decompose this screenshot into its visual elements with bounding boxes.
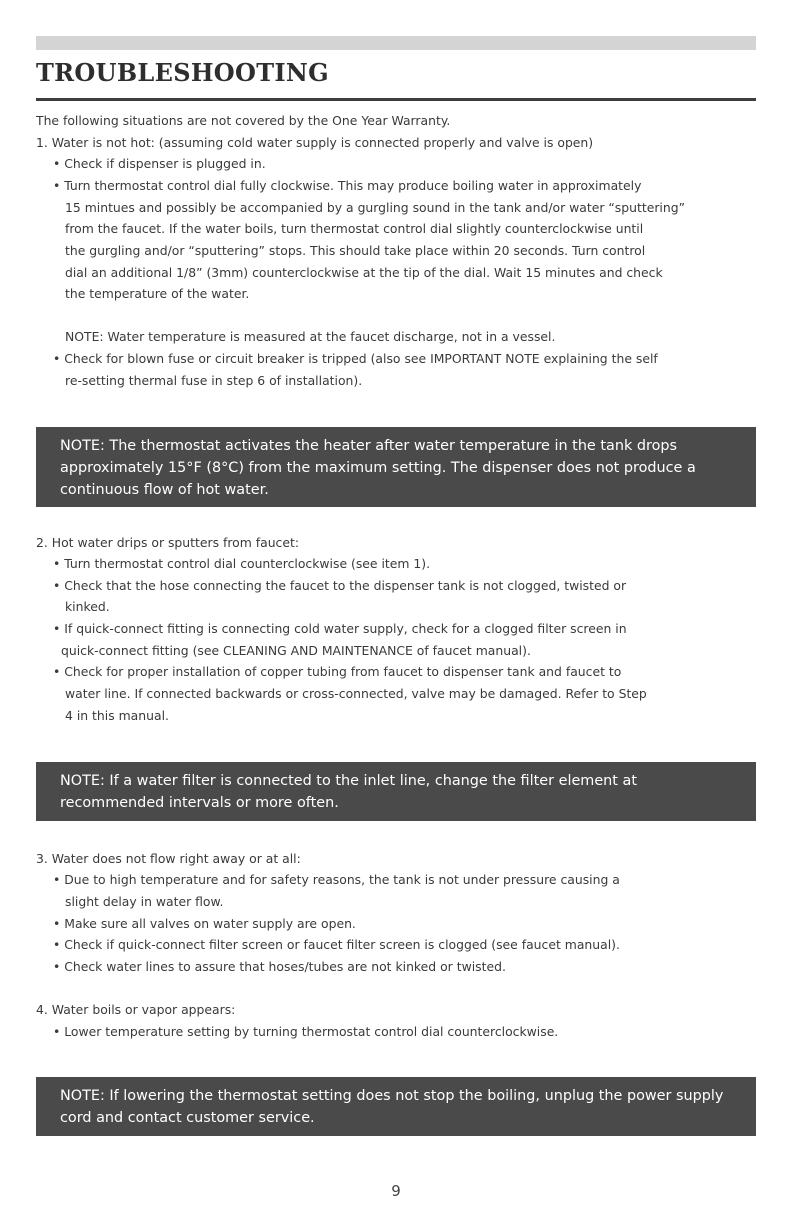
section-1-note: NOTE: Water temperature is measured at the faucet discharge, not in a vessel. xyxy=(65,329,556,344)
header-bar xyxy=(36,36,756,50)
page-title: TROUBLESHOOTING xyxy=(36,58,329,87)
section-1-bullet-line: from the faucet. If the water boils, turn thermostat control dial slightly counterclockwise until xyxy=(65,221,644,236)
note-box-boiling xyxy=(36,1077,756,1136)
section-4-bullet: • Lower temperature setting by turning thermostat control dial counterclockwise. xyxy=(53,1024,559,1039)
section-1-heading: 1. Water is not hot: (assuming cold water supply is connected properly and valve is open) xyxy=(36,135,594,150)
section-3-bullet: • Make sure all valves on water supply are open. xyxy=(53,916,356,931)
section-2-bullet-line: water line. If connected backwards or cross-connected, valve may be damaged. Refer to Step xyxy=(65,686,647,701)
section-3-bullet: • Check if quick-connect filter screen or faucet filter screen is clogged (see faucet manual). xyxy=(53,937,620,952)
note-line: NOTE: The thermostat activates the heater after water temperature in the tank drops xyxy=(60,438,678,454)
section-1-bullet-line: the temperature of the water. xyxy=(65,286,250,301)
section-1-bullet: • Turn thermostat control dial fully clockwise. This may produce boiling water in approximately xyxy=(53,178,642,193)
section-2-bullet-line: 4 in this manual. xyxy=(65,708,169,723)
section-3-bullet: • Check water lines to assure that hoses/tubes are not kinked or twisted. xyxy=(53,959,506,974)
title-divider xyxy=(36,98,756,101)
note-line: continuous flow of hot water. xyxy=(60,482,269,498)
section-1-bullet: • Check for blown fuse or circuit breaker is tripped (also see IMPORTANT NOTE explaining the self xyxy=(53,351,658,366)
section-2-bullet-line: kinked. xyxy=(65,599,110,614)
section-2-heading: 2. Hot water drips or sputters from faucet: xyxy=(36,535,300,550)
note-line: approximately 15°F (8°C) from the maximum setting. The dispenser does not produce a xyxy=(60,460,696,476)
section-1-bullet-line: dial an additional 1/8” (3mm) counterclockwise at the tip of the dial. Wait 15 minutes and check xyxy=(65,265,663,280)
note-box-thermostat xyxy=(36,427,756,507)
section-4-heading: 4. Water boils or vapor appears: xyxy=(36,1002,236,1017)
note-box-water-filter xyxy=(36,762,756,821)
note-line: cord and contact customer service. xyxy=(60,1110,315,1126)
intro-text: The following situations are not covered by the One Year Warranty. xyxy=(36,113,451,128)
section-1-bullet: • Check if dispenser is plugged in. xyxy=(53,156,266,171)
section-3-heading: 3. Water does not flow right away or at all: xyxy=(36,851,301,866)
section-1-bullet-line: the gurgling and/or “sputtering” stops. This should take place within 20 seconds. Turn control xyxy=(65,243,646,258)
section-1-bullet-line: 15 mintues and possibly be accompanied by a gurgling sound in the tank and/or water “sputtering” xyxy=(65,200,685,215)
section-2-bullet: • Turn thermostat control dial counterclockwise (see item 1). xyxy=(53,556,431,571)
section-2-bullet: • If quick-connect fitting is connecting cold water supply, check for a clogged filter screen in xyxy=(53,621,627,636)
section-3-bullet: • Due to high temperature and for safety reasons, the tank is not under pressure causing a xyxy=(53,872,620,887)
section-2-bullet-line: quick-connect fitting (see CLEANING AND MAINTENANCE of faucet manual). xyxy=(61,643,531,658)
page-number: 9 xyxy=(391,1182,401,1200)
section-1-bullet-line: re-setting thermal fuse in step 6 of installation). xyxy=(65,373,363,388)
section-2-bullet: • Check for proper installation of copper tubing from faucet to dispenser tank and faucet to xyxy=(53,664,622,679)
section-3-bullet-line: slight delay in water flow. xyxy=(65,894,224,909)
note-line: NOTE: If a water filter is connected to the inlet line, change the filter element at xyxy=(60,773,637,789)
note-line: recommended intervals or more often. xyxy=(60,795,339,811)
section-2-bullet: • Check that the hose connecting the faucet to the dispenser tank is not clogged, twisted or xyxy=(53,578,627,593)
note-line: NOTE: If lowering the thermostat setting does not stop the boiling, unplug the power supply xyxy=(60,1088,724,1104)
